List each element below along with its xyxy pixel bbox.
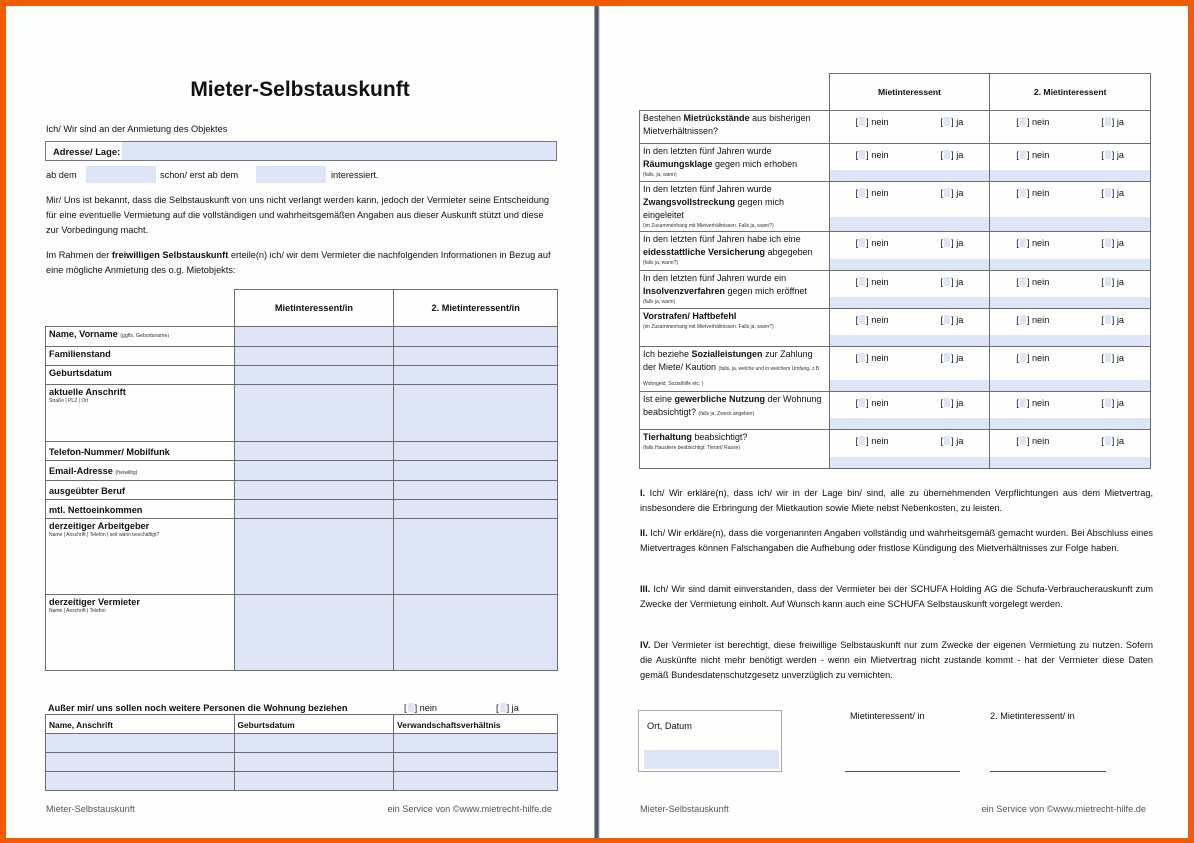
no-checkbox[interactable]: [ ] nein: [855, 277, 889, 287]
column-header: Name, Anschrift: [46, 715, 235, 734]
place-date-box: [638, 710, 782, 772]
question-social-benefits: Ich beziehe Sozialleistungen zur Zahlung der Miete/ Kaution (falls, ja, welche und in welchem Umfang, z.B Wohngeld, Sozialhilfe etc. ): [640, 347, 830, 392]
landlord-field-2[interactable]: [394, 595, 558, 671]
place-date-field[interactable]: [644, 750, 779, 769]
address-field-2[interactable]: [394, 385, 558, 442]
footer-title: Mieter-Selbstauskunft: [46, 804, 135, 814]
answer-cell-2: [990, 232, 1151, 271]
row-label-phone: Telefon-Nummer/ Mobilfunk: [46, 442, 235, 461]
other-persons-question: Außer mir/ uns sollen noch weitere Personen die Wohnung beziehen: [48, 703, 348, 713]
details-field[interactable]: [990, 335, 1150, 346]
checkbox-icon: [1020, 277, 1026, 286]
no-checkbox[interactable]: [ ] nein: [1016, 238, 1050, 248]
answer-cell-1: [829, 347, 990, 392]
person-relation-field[interactable]: [394, 734, 558, 753]
yes-checkbox[interactable]: [ ] ja: [940, 238, 964, 248]
declaration-4: IV. Der Vermieter ist berechtigt, diese freiwillige Selbstauskunft nur zum Zwecke der eigenen Vermietung zu nutzen. Sofern die Auskünfte nicht mehr benötigt werden - wenn ein Mietvertrag nicht zustande kommt - hat der Vermieter diese Daten gemäß Bundesdatenschutzgesetz unverzüglich zu vernichten.: [640, 640, 1153, 681]
answer-cell-2: [990, 309, 1151, 347]
checkbox-icon: [944, 188, 950, 197]
birthdate-field-2[interactable]: [394, 366, 558, 385]
no-checkbox[interactable]: [ ] nein: [1016, 117, 1050, 127]
checkbox-icon: [1105, 315, 1111, 324]
row-label-name: Name, Vorname (ggfls. Geburtsname): [46, 327, 235, 347]
from-suffix: interessiert.: [331, 170, 379, 180]
phone-field-1[interactable]: [234, 442, 394, 461]
answer-cell-1: [829, 232, 990, 271]
landlord-field-1[interactable]: [234, 595, 394, 671]
answer-cell-2: [990, 430, 1151, 469]
form-page-1: [6, 6, 594, 838]
checkbox-icon: [1105, 150, 1111, 159]
email-field-2[interactable]: [394, 461, 558, 481]
net-income-field-1[interactable]: [234, 500, 394, 519]
yes-checkbox[interactable]: [ ] ja: [1101, 117, 1125, 127]
yes-checkbox[interactable]: [ ] ja: [1101, 315, 1125, 325]
from-middle: schon/ erst ab dem: [160, 170, 239, 180]
employer-field-2[interactable]: [394, 519, 558, 595]
details-field[interactable]: [830, 259, 990, 270]
person-name-field[interactable]: [46, 734, 235, 753]
details-field[interactable]: [830, 418, 990, 429]
details-field[interactable]: [990, 297, 1150, 308]
details-field[interactable]: [830, 335, 990, 346]
place-date-label: Ort, Datum: [647, 721, 692, 731]
yes-checkbox[interactable]: [ ] ja: [940, 353, 964, 363]
answer-cell-2: [990, 144, 1151, 182]
details-field[interactable]: [830, 217, 990, 231]
answer-cell-1: [829, 392, 990, 430]
address-label: Adresse/ Lage:: [46, 142, 122, 160]
details-field[interactable]: [990, 457, 1150, 468]
question-foreclosure: In den letzten fünf Jahren wurde Zwangsvollstreckung gegen mich eingeleitet (im Zusammenhang mit Mietverhältnissen. Falls ja, wann?): [640, 182, 830, 232]
answer-cell-1: [829, 309, 990, 347]
details-field[interactable]: [990, 170, 1150, 181]
answer-cell-1: [829, 182, 990, 232]
from-date-field[interactable]: [86, 166, 156, 183]
column-header: 2. Mietinteressent/in: [394, 290, 558, 327]
details-field[interactable]: [990, 380, 1150, 391]
checkbox-icon: [1020, 398, 1026, 407]
answer-cell-2: [990, 111, 1151, 144]
no-checkbox[interactable]: [ ] nein: [855, 238, 889, 248]
question-insolvency: In den letzten fünf Jahren wurde ein Insolvenzverfahren gegen mich eröffnet (falls ja, wann): [640, 271, 830, 309]
checkbox-icon: [859, 436, 865, 445]
checkbox-icon: [944, 315, 950, 324]
footer-title: Mieter-Selbstauskunft: [640, 804, 729, 814]
phone-field-2[interactable]: [394, 442, 558, 461]
row-label-landlord: derzeitiger Vermieter Name | Anschrift | Telefon: [46, 595, 235, 671]
no-checkbox[interactable]: [ ] nein: [1016, 436, 1050, 446]
row-label-employer: derzeitiger Arbeitgeber Name | Anschrift | Telefon | seit wann beschäftigt?: [46, 519, 235, 595]
checkbox-icon: [1105, 188, 1111, 197]
checkbox-icon: [1020, 150, 1026, 159]
checkbox-icon: [944, 436, 950, 445]
checkbox-icon: [1020, 315, 1026, 324]
from-prefix: ab dem: [46, 170, 77, 180]
details-field[interactable]: [990, 418, 1150, 429]
checkbox-icon: [944, 398, 950, 407]
notice-paragraph: Mir/ Uns ist bekannt, dass die Selbstauskunft von uns nicht verlangt werden kann, jedoch der Vermieter seine Entscheidung für eine eventuelle Vermietung auf die vollständigen und wahrheitsgemäßen Angaben aus dieser Auskunft stützt und diese zur Vorbedingung macht.: [46, 195, 550, 236]
checkbox-icon: [859, 238, 865, 247]
checkbox-icon: [944, 238, 950, 247]
column-header: Verwandschaftsverhältnis: [394, 715, 558, 734]
employer-field-1[interactable]: [234, 519, 394, 595]
yes-checkbox[interactable]: [ ] ja: [1101, 150, 1125, 160]
no-checkbox[interactable]: [ ] nein: [1016, 398, 1050, 408]
no-checkbox[interactable]: [ ] nein: [1016, 315, 1050, 325]
checkbox-icon: [1105, 436, 1111, 445]
no-checkbox[interactable]: [ ] nein: [855, 436, 889, 446]
birthdate-field-1[interactable]: [234, 366, 394, 385]
email-field-1[interactable]: [234, 461, 394, 481]
details-field[interactable]: [830, 380, 990, 391]
footer-credit: ein Service von ©www.mietrecht-hilfe.de: [387, 804, 552, 814]
question-pets: Tierhaltung beabsichtigt? (falls Haustiere beabsichtigt: Tierart/ Rasse): [640, 430, 830, 469]
other-persons-no-checkbox[interactable]: [ ] nein: [404, 703, 438, 713]
checkbox-icon: [1105, 277, 1111, 286]
row-label-address: aktuelle Anschrift Straße | PLZ | Ort: [46, 385, 235, 442]
marital-status-field-1[interactable]: [234, 347, 394, 366]
no-checkbox[interactable]: [ ] nein: [855, 150, 889, 160]
checkbox-icon: [1020, 238, 1026, 247]
checkbox-icon: [1105, 353, 1111, 362]
signature-line-1[interactable]: [845, 771, 960, 772]
row-label-email: Email-Adresse (freiwillig): [46, 461, 235, 481]
person-relation-field[interactable]: [394, 753, 558, 772]
questions-table: [639, 73, 1151, 469]
empty-corner: [46, 290, 235, 327]
no-checkbox[interactable]: [ ] nein: [855, 117, 889, 127]
form-page-2: [600, 6, 1188, 838]
checkbox-icon: [1020, 436, 1026, 445]
occupation-field-2[interactable]: [394, 481, 558, 500]
person-name-field[interactable]: [46, 772, 235, 791]
checkbox-icon: [1020, 188, 1026, 197]
checkbox-icon: [408, 703, 414, 712]
checkbox-icon: [859, 398, 865, 407]
checkbox-icon: [944, 150, 950, 159]
answer-cell-1: [829, 430, 990, 469]
checkbox-icon: [859, 117, 865, 126]
question-criminal-record: Vorstrafen/ Haftbefehl (im Zusammenhang mit Mietverhältnissen. Falls ja, wann?): [640, 309, 830, 347]
checkbox-icon: [944, 117, 950, 126]
name-field-2[interactable]: [394, 327, 558, 347]
checkbox-icon: [859, 188, 865, 197]
declaration-1: I. Ich/ Wir erkläre(n), dass ich/ wir in der Lage bin/ sind, alle zu übernehmenden Verpflichtungen aus dem Mietvertrag, insbesondere die Erbringung der Mietkaution sowie Miete nebst Nebenkosten, zu leisten.: [640, 488, 1153, 514]
details-field[interactable]: [990, 259, 1150, 270]
name-field-1[interactable]: [234, 327, 394, 347]
empty-corner: [640, 74, 830, 111]
row-label-birthdate: Geburtsdatum: [46, 366, 235, 385]
checkbox-icon: [1105, 238, 1111, 247]
checkbox-icon: [1020, 117, 1026, 126]
address-field-1[interactable]: [234, 385, 394, 442]
signature-label-2: 2. Mietinteressent/ in: [990, 711, 1075, 721]
later-date-field[interactable]: [256, 166, 326, 183]
occupation-field-1[interactable]: [234, 481, 394, 500]
no-checkbox[interactable]: [ ] nein: [1016, 188, 1050, 198]
row-label-occupation: ausgeübter Beruf: [46, 481, 235, 500]
declaration-3: III. Ich/ Wir sind damit einverstanden, dass der Vermieter bei der SCHUFA Holding AG die Schufa-Verbraucherauskunft zum Zwecke der Vermietung einholt. Auf Wunsch kann auch eine SCHUFA Selbstauskunft vorgelegt werden.: [640, 584, 1153, 610]
details-field[interactable]: [830, 297, 990, 308]
person-relation-field[interactable]: [394, 772, 558, 791]
person-name-field[interactable]: [46, 753, 235, 772]
question-affidavit: In den letzten fünf Jahren habe ich eine eidesstattliche Versicherung abgegeben (falls ja, wann?): [640, 232, 830, 271]
no-checkbox[interactable]: [ ] nein: [855, 315, 889, 325]
column-header: Mietinteressent/in: [234, 290, 394, 327]
yes-checkbox[interactable]: [ ] ja: [940, 398, 964, 408]
no-checkbox[interactable]: [ ] nein: [855, 188, 889, 198]
net-income-field-2[interactable]: [394, 500, 558, 519]
no-checkbox[interactable]: [ ] nein: [1016, 353, 1050, 363]
no-checkbox[interactable]: [ ] nein: [1016, 150, 1050, 160]
yes-checkbox[interactable]: [ ] ja: [1101, 398, 1125, 408]
question-commercial-use: Ist eine gewerbliche Nutzung der Wohnung beabsichtigt? (falls ja, Zweck angeben): [640, 392, 830, 430]
intro-text: Ich/ Wir sind an der Anmietung des Objektes: [46, 124, 228, 134]
checkbox-icon: [944, 353, 950, 362]
declaration-2: II. Ich/ Wir erkläre(n), dass die vorgenannten Angaben vollständig und wahrheitsgemäß gemacht wurden. Bei Abschluss eines Mietvertrages können Falschangaben die Aufhebung oder fristlose Kündigung des Mietverhältnisses zur Folge haben.: [640, 528, 1153, 554]
yes-checkbox[interactable]: [ ] ja: [940, 436, 964, 446]
yes-checkbox[interactable]: [ ] ja: [1101, 436, 1125, 446]
yes-checkbox[interactable]: [ ] ja: [940, 117, 964, 127]
answer-cell-2: [990, 182, 1151, 232]
signature-label-1: Mietinteressent/ in: [850, 711, 925, 721]
no-checkbox[interactable]: [ ] nein: [855, 398, 889, 408]
address-field[interactable]: [45, 141, 557, 161]
marital-status-field-2[interactable]: [394, 347, 558, 366]
details-field[interactable]: [830, 170, 990, 181]
answer-cell-1: [829, 144, 990, 182]
question-eviction-suit: In den letzten fünf Jahren wurde Räumungsklage gegen mich erhoben (falls, ja, wann): [640, 144, 830, 182]
checkbox-icon: [944, 277, 950, 286]
yes-checkbox[interactable]: [ ] ja: [940, 277, 964, 287]
checkbox-icon: [500, 703, 506, 712]
no-checkbox[interactable]: [ ] nein: [1016, 277, 1050, 287]
no-checkbox[interactable]: [ ] nein: [855, 353, 889, 363]
signature-line-2[interactable]: [990, 771, 1106, 772]
yes-checkbox[interactable]: [ ] ja: [1101, 353, 1125, 363]
yes-checkbox[interactable]: [ ] ja: [1101, 188, 1125, 198]
yes-checkbox[interactable]: [ ] ja: [940, 188, 964, 198]
yes-checkbox[interactable]: [ ] ja: [1101, 277, 1125, 287]
answer-cell-1: [829, 111, 990, 144]
checkbox-icon: [859, 150, 865, 159]
column-header: Mietinteressent: [829, 74, 990, 111]
answer-cell-2: [990, 347, 1151, 392]
checkbox-icon: [1105, 398, 1111, 407]
question-rent-arrears: Bestehen Mietrückstände aus bisherigen Mietverhältnissen?: [640, 111, 830, 144]
row-label-marital-status: Familienstand: [46, 347, 235, 366]
yes-checkbox[interactable]: [ ] ja: [940, 315, 964, 325]
page-title: Mieter-Selbstauskunft: [190, 78, 410, 101]
column-header: Geburtsdatum: [234, 715, 394, 734]
checkbox-icon: [1020, 353, 1026, 362]
answer-cell-2: [990, 392, 1151, 430]
yes-checkbox[interactable]: [ ] ja: [1101, 238, 1125, 248]
person-birthdate-field[interactable]: [234, 734, 394, 753]
checkbox-icon: [859, 277, 865, 286]
other-persons-table: [45, 714, 558, 791]
yes-checkbox[interactable]: [ ] ja: [940, 150, 964, 160]
applicant-info-table: [45, 289, 558, 671]
person-birthdate-field[interactable]: [234, 772, 394, 791]
person-birthdate-field[interactable]: [234, 753, 394, 772]
column-header: 2. Mietinteressent: [990, 74, 1151, 111]
details-field[interactable]: [990, 217, 1150, 231]
checkbox-icon: [859, 315, 865, 324]
answer-cell-2: [990, 271, 1151, 309]
intro-paragraph: Im Rahmen der freiwilligen Selbstauskunft erteile(n) ich/ wir dem Vermieter die nachfolgenden Informationen in Bezug auf eine mögliche Anmietung des o.g. Mietobjekts:: [46, 250, 551, 276]
answer-cell-1: [829, 271, 990, 309]
details-field[interactable]: [830, 457, 990, 468]
checkbox-icon: [1105, 117, 1111, 126]
row-label-net-income: mtl. Nettoeinkommen: [46, 500, 235, 519]
checkbox-icon: [859, 353, 865, 362]
other-persons-yes-checkbox[interactable]: [ ] ja: [496, 703, 519, 713]
footer-credit: ein Service von ©www.mietrecht-hilfe.de: [981, 804, 1146, 814]
